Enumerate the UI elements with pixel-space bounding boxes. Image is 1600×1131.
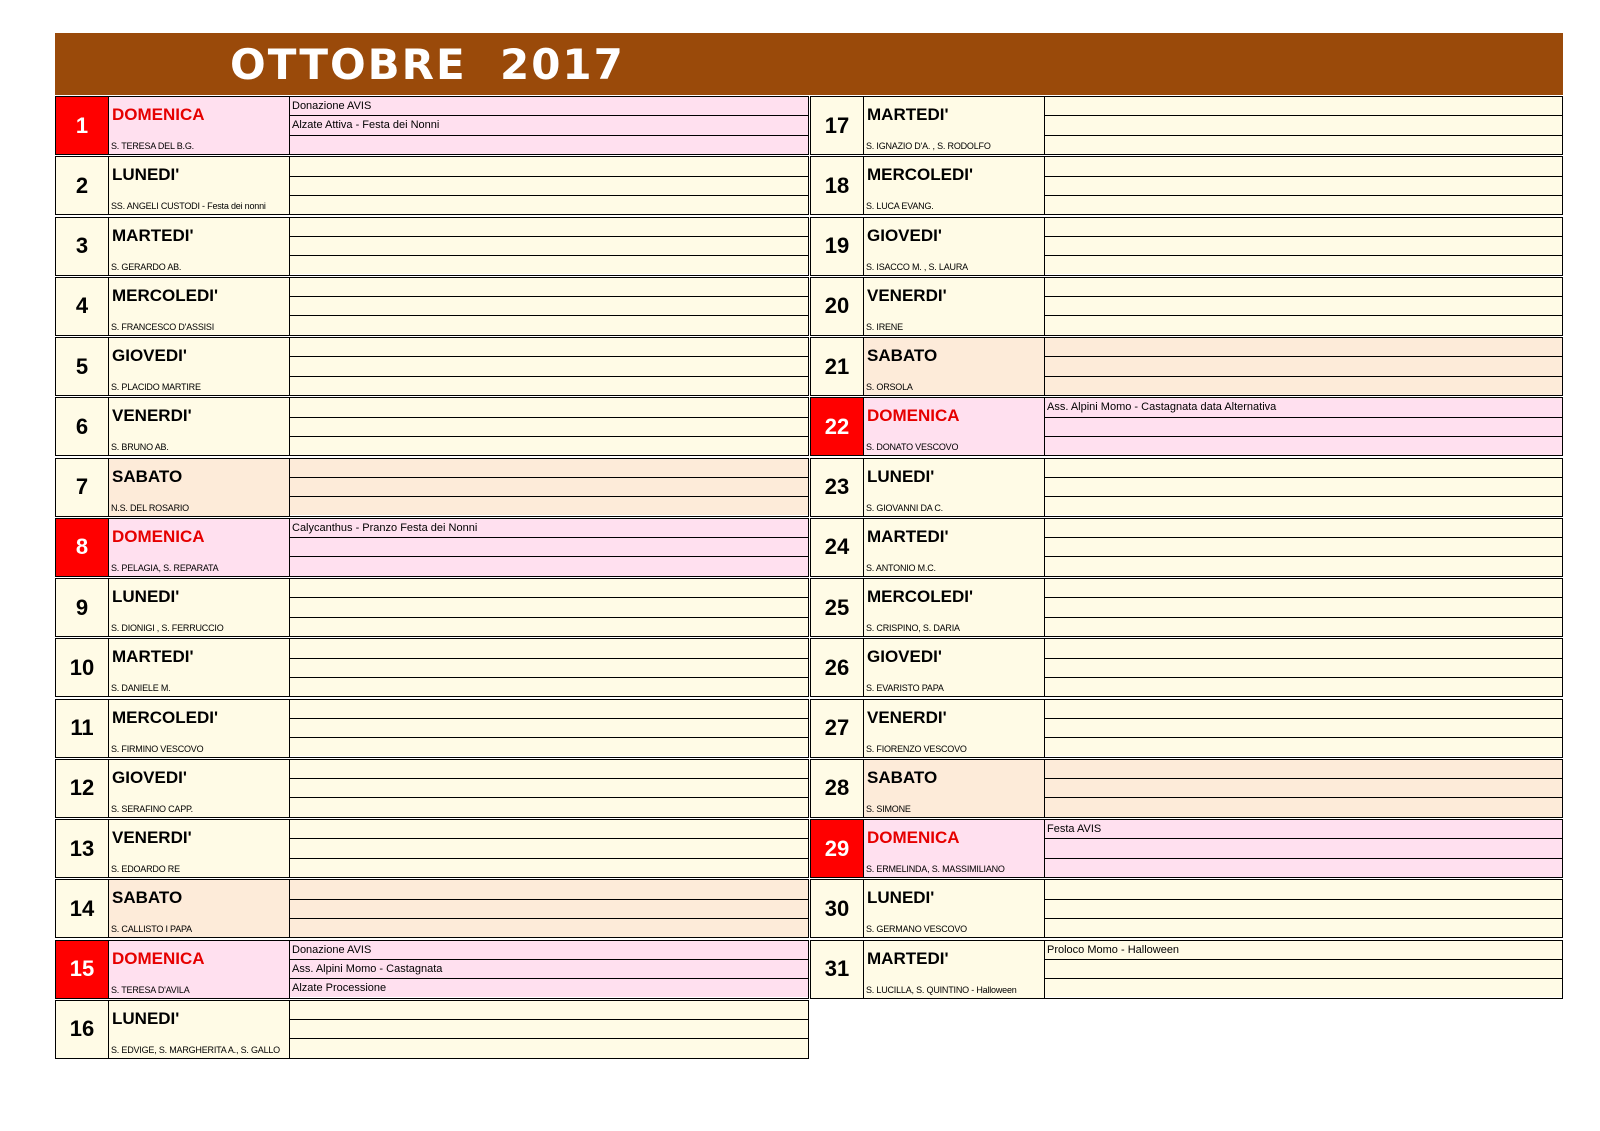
- event-lines: [1045, 700, 1562, 757]
- weekday-name: GIOVEDI': [867, 225, 942, 245]
- weekday-name: MARTEDI': [112, 225, 194, 245]
- event-lines: [290, 941, 808, 998]
- day-number: 14: [56, 880, 109, 937]
- calendar-title: [230, 39, 625, 91]
- weekday-name: MERCOLEDI': [867, 587, 974, 606]
- event-line[interactable]: [1045, 338, 1562, 357]
- day-number: 4: [56, 278, 109, 335]
- day-info: [109, 157, 290, 214]
- day-number: 23: [811, 459, 864, 516]
- event-line[interactable]: [1045, 839, 1562, 858]
- saint-name: S. ISACCO M. , S. LAURA: [866, 261, 968, 272]
- day-info: [109, 820, 290, 877]
- day-row-6: [55, 397, 809, 456]
- weekday-name: VENERDI': [112, 406, 192, 426]
- event-line[interactable]: [1045, 519, 1562, 538]
- event-line[interactable]: [290, 738, 808, 756]
- event-lines: [290, 760, 808, 817]
- event-lines: [1045, 880, 1562, 937]
- day-row-21: [810, 337, 1563, 396]
- event-line[interactable]: [290, 297, 808, 316]
- day-row-12: [55, 759, 809, 818]
- day-info: [109, 760, 290, 817]
- day-number: 29: [811, 820, 864, 877]
- saint-name: S. GIOVANNI DA C.: [866, 502, 943, 513]
- day-number: 25: [811, 579, 864, 636]
- saint-name: S. FIRMINO VESCOVO: [111, 743, 204, 754]
- event-lines: [1045, 157, 1562, 214]
- event-line[interactable]: [290, 579, 808, 598]
- weekday-name: LUNEDI': [112, 1008, 180, 1028]
- event-line[interactable]: [290, 177, 808, 196]
- day-row-26: [810, 638, 1563, 697]
- weekday-name: MARTEDI': [867, 526, 949, 546]
- day-info: [109, 1001, 290, 1058]
- day-info: [864, 97, 1045, 154]
- day-number: 31: [811, 941, 864, 998]
- saint-name: N.S. DEL ROSARIO: [111, 502, 189, 513]
- saint-name: S. EDOARDO RE: [111, 864, 180, 874]
- event-line[interactable]: [290, 437, 808, 455]
- event-line[interactable]: [290, 719, 808, 738]
- day-info: [109, 941, 290, 998]
- day-number: 1: [56, 97, 109, 154]
- saint-name: S. ANTONIO M.C.: [866, 562, 936, 573]
- day-row-28: [810, 759, 1563, 818]
- event-line[interactable]: [1045, 377, 1562, 395]
- event-line[interactable]: [290, 659, 808, 678]
- weekday-name: MARTEDI': [867, 105, 949, 124]
- day-info: [864, 519, 1045, 576]
- day-info: [864, 820, 1045, 877]
- event-line[interactable]: [1045, 659, 1562, 678]
- saint-name: S. LUCILLA, S. QUINTINO - Halloween: [866, 984, 1017, 995]
- saint-name: S. FRANCESCO D'ASSISI: [111, 321, 215, 332]
- day-info: [864, 880, 1045, 937]
- day-info: [864, 700, 1045, 757]
- event-line[interactable]: [290, 497, 808, 515]
- event-line[interactable]: [1045, 316, 1562, 334]
- event-line[interactable]: [1045, 116, 1562, 135]
- event-line[interactable]: [290, 237, 808, 256]
- saint-name: S. EDVIGE, S. MARGHERITA A., S. GALLO: [111, 1044, 280, 1055]
- event-line[interactable]: Ass. Alpini Momo - Castagnata: [290, 960, 808, 979]
- day-number: 24: [811, 519, 864, 576]
- event-line[interactable]: [1045, 919, 1562, 937]
- event-line[interactable]: [1045, 278, 1562, 297]
- saint-name: S. SIMONE: [866, 803, 911, 814]
- day-number: 9: [56, 579, 109, 636]
- event-line[interactable]: [1045, 738, 1562, 756]
- day-info: [864, 338, 1045, 395]
- weekday-name: MERCOLEDI': [867, 165, 974, 185]
- saint-name: S. LUCA EVANG.: [866, 201, 934, 212]
- event-line[interactable]: [1045, 639, 1562, 658]
- day-number: 7: [56, 459, 109, 516]
- day-info: [109, 398, 290, 455]
- event-line[interactable]: [290, 618, 808, 636]
- saint-name: S. SERAFINO CAPP.: [111, 803, 193, 814]
- day-row-11: [55, 699, 809, 758]
- day-info: [864, 157, 1045, 214]
- event-line[interactable]: [290, 478, 808, 497]
- day-number: 30: [811, 880, 864, 937]
- day-row-20: [810, 277, 1563, 336]
- day-number: 2: [56, 157, 109, 214]
- day-number: 10: [56, 639, 109, 696]
- event-line[interactable]: [1045, 237, 1562, 256]
- day-info: [864, 459, 1045, 516]
- event-line[interactable]: Festa AVIS: [1045, 820, 1562, 839]
- event-line[interactable]: [290, 880, 808, 899]
- saint-name: S. FIORENZO VESCOVO: [866, 743, 967, 754]
- weekday-name: SABATO: [867, 767, 938, 787]
- day-info: [864, 278, 1045, 335]
- event-line[interactable]: [290, 760, 808, 779]
- saint-name: SS. ANGELI CUSTODI - Festa dei nonni: [111, 201, 266, 212]
- event-line[interactable]: [290, 839, 808, 858]
- weekday-name: SABATO: [112, 466, 183, 486]
- event-lines: [1045, 218, 1562, 275]
- year-label: 2017: [499, 40, 625, 89]
- day-row-3: [55, 217, 809, 276]
- day-number: 22: [811, 398, 864, 455]
- saint-name: S. ERMELINDA, S. MASSIMILIANO: [866, 864, 1005, 874]
- day-info: [109, 459, 290, 516]
- day-row-13: [55, 819, 809, 878]
- event-lines: [290, 1001, 808, 1058]
- day-row-24: [810, 518, 1563, 577]
- day-row-10: [55, 638, 809, 697]
- weekday-name: LUNEDI': [867, 888, 935, 908]
- event-lines: [290, 579, 808, 636]
- day-number: 26: [811, 639, 864, 696]
- day-row-15: [55, 940, 809, 999]
- event-line[interactable]: [290, 398, 808, 417]
- event-line[interactable]: [1045, 357, 1562, 376]
- event-line[interactable]: [1045, 418, 1562, 437]
- saint-name: S. PLACIDO MARTIRE: [111, 382, 201, 392]
- event-line[interactable]: [290, 157, 808, 176]
- day-info: [109, 519, 290, 576]
- saint-name: S. DONATO VESCOVO: [866, 442, 959, 453]
- event-line[interactable]: [1045, 579, 1562, 598]
- day-number: 21: [811, 338, 864, 395]
- day-row-31: [810, 940, 1563, 999]
- day-number: 27: [811, 700, 864, 757]
- weekday-name: VENERDI': [867, 285, 947, 305]
- event-lines: [290, 700, 808, 757]
- event-line[interactable]: [1045, 678, 1562, 696]
- event-line[interactable]: [1045, 459, 1562, 478]
- event-line[interactable]: [1045, 798, 1562, 816]
- day-number: 13: [56, 820, 109, 877]
- day-number: 17: [811, 97, 864, 154]
- saint-name: S. CALLISTO I PAPA: [111, 924, 192, 935]
- event-line[interactable]: [1045, 979, 1562, 997]
- day-row-7: [55, 458, 809, 517]
- saint-name: S. BRUNO AB.: [111, 442, 169, 453]
- event-line[interactable]: [1045, 157, 1562, 176]
- day-info: [864, 398, 1045, 455]
- day-info: [109, 579, 290, 636]
- calendar-header: [55, 33, 1563, 95]
- weekday-name: SABATO: [112, 888, 183, 908]
- event-line[interactable]: [1045, 196, 1562, 214]
- event-line[interactable]: [290, 136, 808, 154]
- event-line[interactable]: Donazione AVIS: [290, 941, 808, 960]
- event-lines: [290, 218, 808, 275]
- event-line[interactable]: Alzate Processione: [290, 979, 808, 997]
- event-lines: [1045, 820, 1562, 877]
- day-row-30: [810, 879, 1563, 938]
- event-lines: [290, 338, 808, 395]
- day-row-23: [810, 458, 1563, 517]
- event-line[interactable]: [1045, 97, 1562, 116]
- day-info: [864, 579, 1045, 636]
- event-line[interactable]: [1045, 719, 1562, 738]
- event-line[interactable]: [1045, 760, 1562, 779]
- day-info: [109, 218, 290, 275]
- event-lines: [1045, 278, 1562, 335]
- event-line[interactable]: [290, 557, 808, 575]
- weekday-name: DOMENICA: [112, 948, 205, 968]
- event-lines: [1045, 97, 1562, 154]
- weekday-name: DOMENICA: [867, 828, 960, 847]
- day-number: 15: [56, 941, 109, 998]
- event-lines: [1045, 760, 1562, 817]
- weekday-name: MARTEDI': [867, 948, 949, 968]
- event-lines: [1045, 519, 1562, 576]
- event-line[interactable]: [290, 1039, 808, 1057]
- event-line[interactable]: [290, 418, 808, 437]
- day-number: 3: [56, 218, 109, 275]
- event-line[interactable]: [1045, 900, 1562, 919]
- event-lines: [1045, 639, 1562, 696]
- day-row-27: [810, 699, 1563, 758]
- day-row-25: [810, 578, 1563, 637]
- day-row-18: [810, 156, 1563, 215]
- day-number: 20: [811, 278, 864, 335]
- event-line[interactable]: [1045, 177, 1562, 196]
- weekday-name: MERCOLEDI': [112, 285, 219, 305]
- event-line[interactable]: [1045, 598, 1562, 617]
- event-line[interactable]: Ass. Alpini Momo - Castagnata data Alternativa: [1045, 398, 1562, 417]
- day-row-22: [810, 397, 1563, 456]
- event-line[interactable]: [1045, 557, 1562, 575]
- event-line[interactable]: [290, 377, 808, 395]
- weekday-name: GIOVEDI': [867, 647, 942, 667]
- day-row-29: [810, 819, 1563, 878]
- event-lines: [1045, 941, 1562, 998]
- weekday-name: DOMENICA: [112, 105, 205, 124]
- event-line[interactable]: Calycanthus - Pranzo Festa dei Nonni: [290, 519, 808, 538]
- saint-name: S. EVARISTO PAPA: [866, 683, 944, 694]
- event-line[interactable]: [1045, 437, 1562, 455]
- event-line[interactable]: [290, 278, 808, 297]
- day-number: 28: [811, 760, 864, 817]
- event-line[interactable]: [1045, 497, 1562, 515]
- day-info: [109, 639, 290, 696]
- event-line[interactable]: [1045, 618, 1562, 636]
- event-lines: [1045, 398, 1562, 455]
- saint-name: S. GERMANO VESCOVO: [866, 924, 967, 935]
- event-lines: [290, 97, 808, 154]
- saint-name: S. DIONIGI , S. FERRUCCIO: [111, 623, 224, 633]
- event-line[interactable]: [290, 639, 808, 658]
- day-row-8: [55, 518, 809, 577]
- day-number: 18: [811, 157, 864, 214]
- saint-name: S. GERARDO AB.: [111, 261, 182, 272]
- day-number: 5: [56, 338, 109, 395]
- saint-name: S. DANIELE M.: [111, 683, 171, 694]
- day-info: [864, 760, 1045, 817]
- day-info: [109, 97, 290, 154]
- event-line[interactable]: [1045, 256, 1562, 274]
- day-row-19: [810, 217, 1563, 276]
- day-number: 6: [56, 398, 109, 455]
- event-lines: [1045, 459, 1562, 516]
- weekday-name: GIOVEDI': [112, 346, 187, 365]
- weekday-name: DOMENICA: [112, 526, 205, 546]
- day-row-17: [810, 96, 1563, 155]
- event-line[interactable]: [1045, 700, 1562, 719]
- event-lines: [290, 278, 808, 335]
- day-number: 19: [811, 218, 864, 275]
- day-number: 8: [56, 519, 109, 576]
- event-line[interactable]: [290, 316, 808, 334]
- event-line[interactable]: [290, 1020, 808, 1039]
- saint-name: S. IGNAZIO D'A. , S. RODOLFO: [866, 141, 991, 151]
- saint-name: S. PELAGIA, S. REPARATA: [111, 562, 219, 573]
- event-line[interactable]: [290, 700, 808, 719]
- event-lines: [290, 820, 808, 877]
- event-lines: [1045, 579, 1562, 636]
- day-row-16: [55, 1000, 809, 1059]
- weekday-name: LUNEDI': [867, 466, 935, 486]
- weekday-name: LUNEDI': [112, 165, 180, 185]
- event-line[interactable]: Alzate Attiva - Festa dei Nonni: [290, 116, 808, 135]
- event-line[interactable]: [1045, 136, 1562, 154]
- event-lines: [290, 880, 808, 937]
- event-lines: [290, 157, 808, 214]
- event-line[interactable]: [290, 798, 808, 816]
- day-row-2: [55, 156, 809, 215]
- event-line[interactable]: [290, 779, 808, 798]
- event-line[interactable]: Donazione AVIS: [290, 97, 808, 116]
- day-info: [864, 941, 1045, 998]
- saint-name: S. TERESA DEL B.G.: [111, 141, 194, 151]
- event-line[interactable]: [290, 196, 808, 214]
- event-line[interactable]: [290, 538, 808, 557]
- event-line[interactable]: [290, 820, 808, 839]
- weekday-name: VENERDI': [867, 707, 947, 727]
- event-line[interactable]: [290, 900, 808, 919]
- day-row-1: [55, 96, 809, 155]
- event-line[interactable]: [290, 459, 808, 478]
- event-line[interactable]: [290, 338, 808, 357]
- day-number: 12: [56, 760, 109, 817]
- event-line[interactable]: [290, 919, 808, 937]
- event-line[interactable]: [1045, 478, 1562, 497]
- day-number: 11: [56, 700, 109, 757]
- event-line[interactable]: [290, 218, 808, 237]
- event-line[interactable]: Proloco Momo - Halloween: [1045, 941, 1562, 960]
- day-row-4: [55, 277, 809, 336]
- day-info: [109, 880, 290, 937]
- event-lines: [290, 398, 808, 455]
- weekday-name: DOMENICA: [867, 406, 960, 426]
- month-label: OTTOBRE: [230, 40, 467, 89]
- weekday-name: LUNEDI': [112, 587, 180, 606]
- weekday-name: SABATO: [867, 346, 938, 365]
- event-line[interactable]: [290, 1001, 808, 1020]
- saint-name: S. ORSOLA: [866, 382, 913, 392]
- event-line[interactable]: [1045, 859, 1562, 877]
- event-line[interactable]: [290, 357, 808, 376]
- event-line[interactable]: [1045, 297, 1562, 316]
- saint-name: S. CRISPINO, S. DARIA: [866, 623, 960, 633]
- event-line[interactable]: [1045, 880, 1562, 899]
- weekday-name: MERCOLEDI': [112, 707, 219, 727]
- day-info: [864, 639, 1045, 696]
- weekday-name: VENERDI': [112, 828, 192, 847]
- event-lines: [290, 519, 808, 576]
- day-info: [109, 338, 290, 395]
- day-info: [864, 218, 1045, 275]
- event-lines: [290, 639, 808, 696]
- event-line[interactable]: [1045, 538, 1562, 557]
- day-row-9: [55, 578, 809, 637]
- event-line[interactable]: [290, 678, 808, 696]
- day-number: 16: [56, 1001, 109, 1058]
- saint-name: S. IRENE: [866, 321, 903, 332]
- day-info: [109, 700, 290, 757]
- day-info: [109, 278, 290, 335]
- event-line[interactable]: [290, 256, 808, 274]
- event-line[interactable]: [1045, 779, 1562, 798]
- event-line[interactable]: [290, 859, 808, 877]
- weekday-name: GIOVEDI': [112, 767, 187, 787]
- saint-name: S. TERESA D'AVILA: [111, 984, 190, 995]
- event-lines: [1045, 338, 1562, 395]
- event-lines: [290, 459, 808, 516]
- weekday-name: MARTEDI': [112, 647, 194, 667]
- event-line[interactable]: [1045, 960, 1562, 979]
- day-row-5: [55, 337, 809, 396]
- event-line[interactable]: [290, 598, 808, 617]
- day-row-14: [55, 879, 809, 938]
- event-line[interactable]: [1045, 218, 1562, 237]
